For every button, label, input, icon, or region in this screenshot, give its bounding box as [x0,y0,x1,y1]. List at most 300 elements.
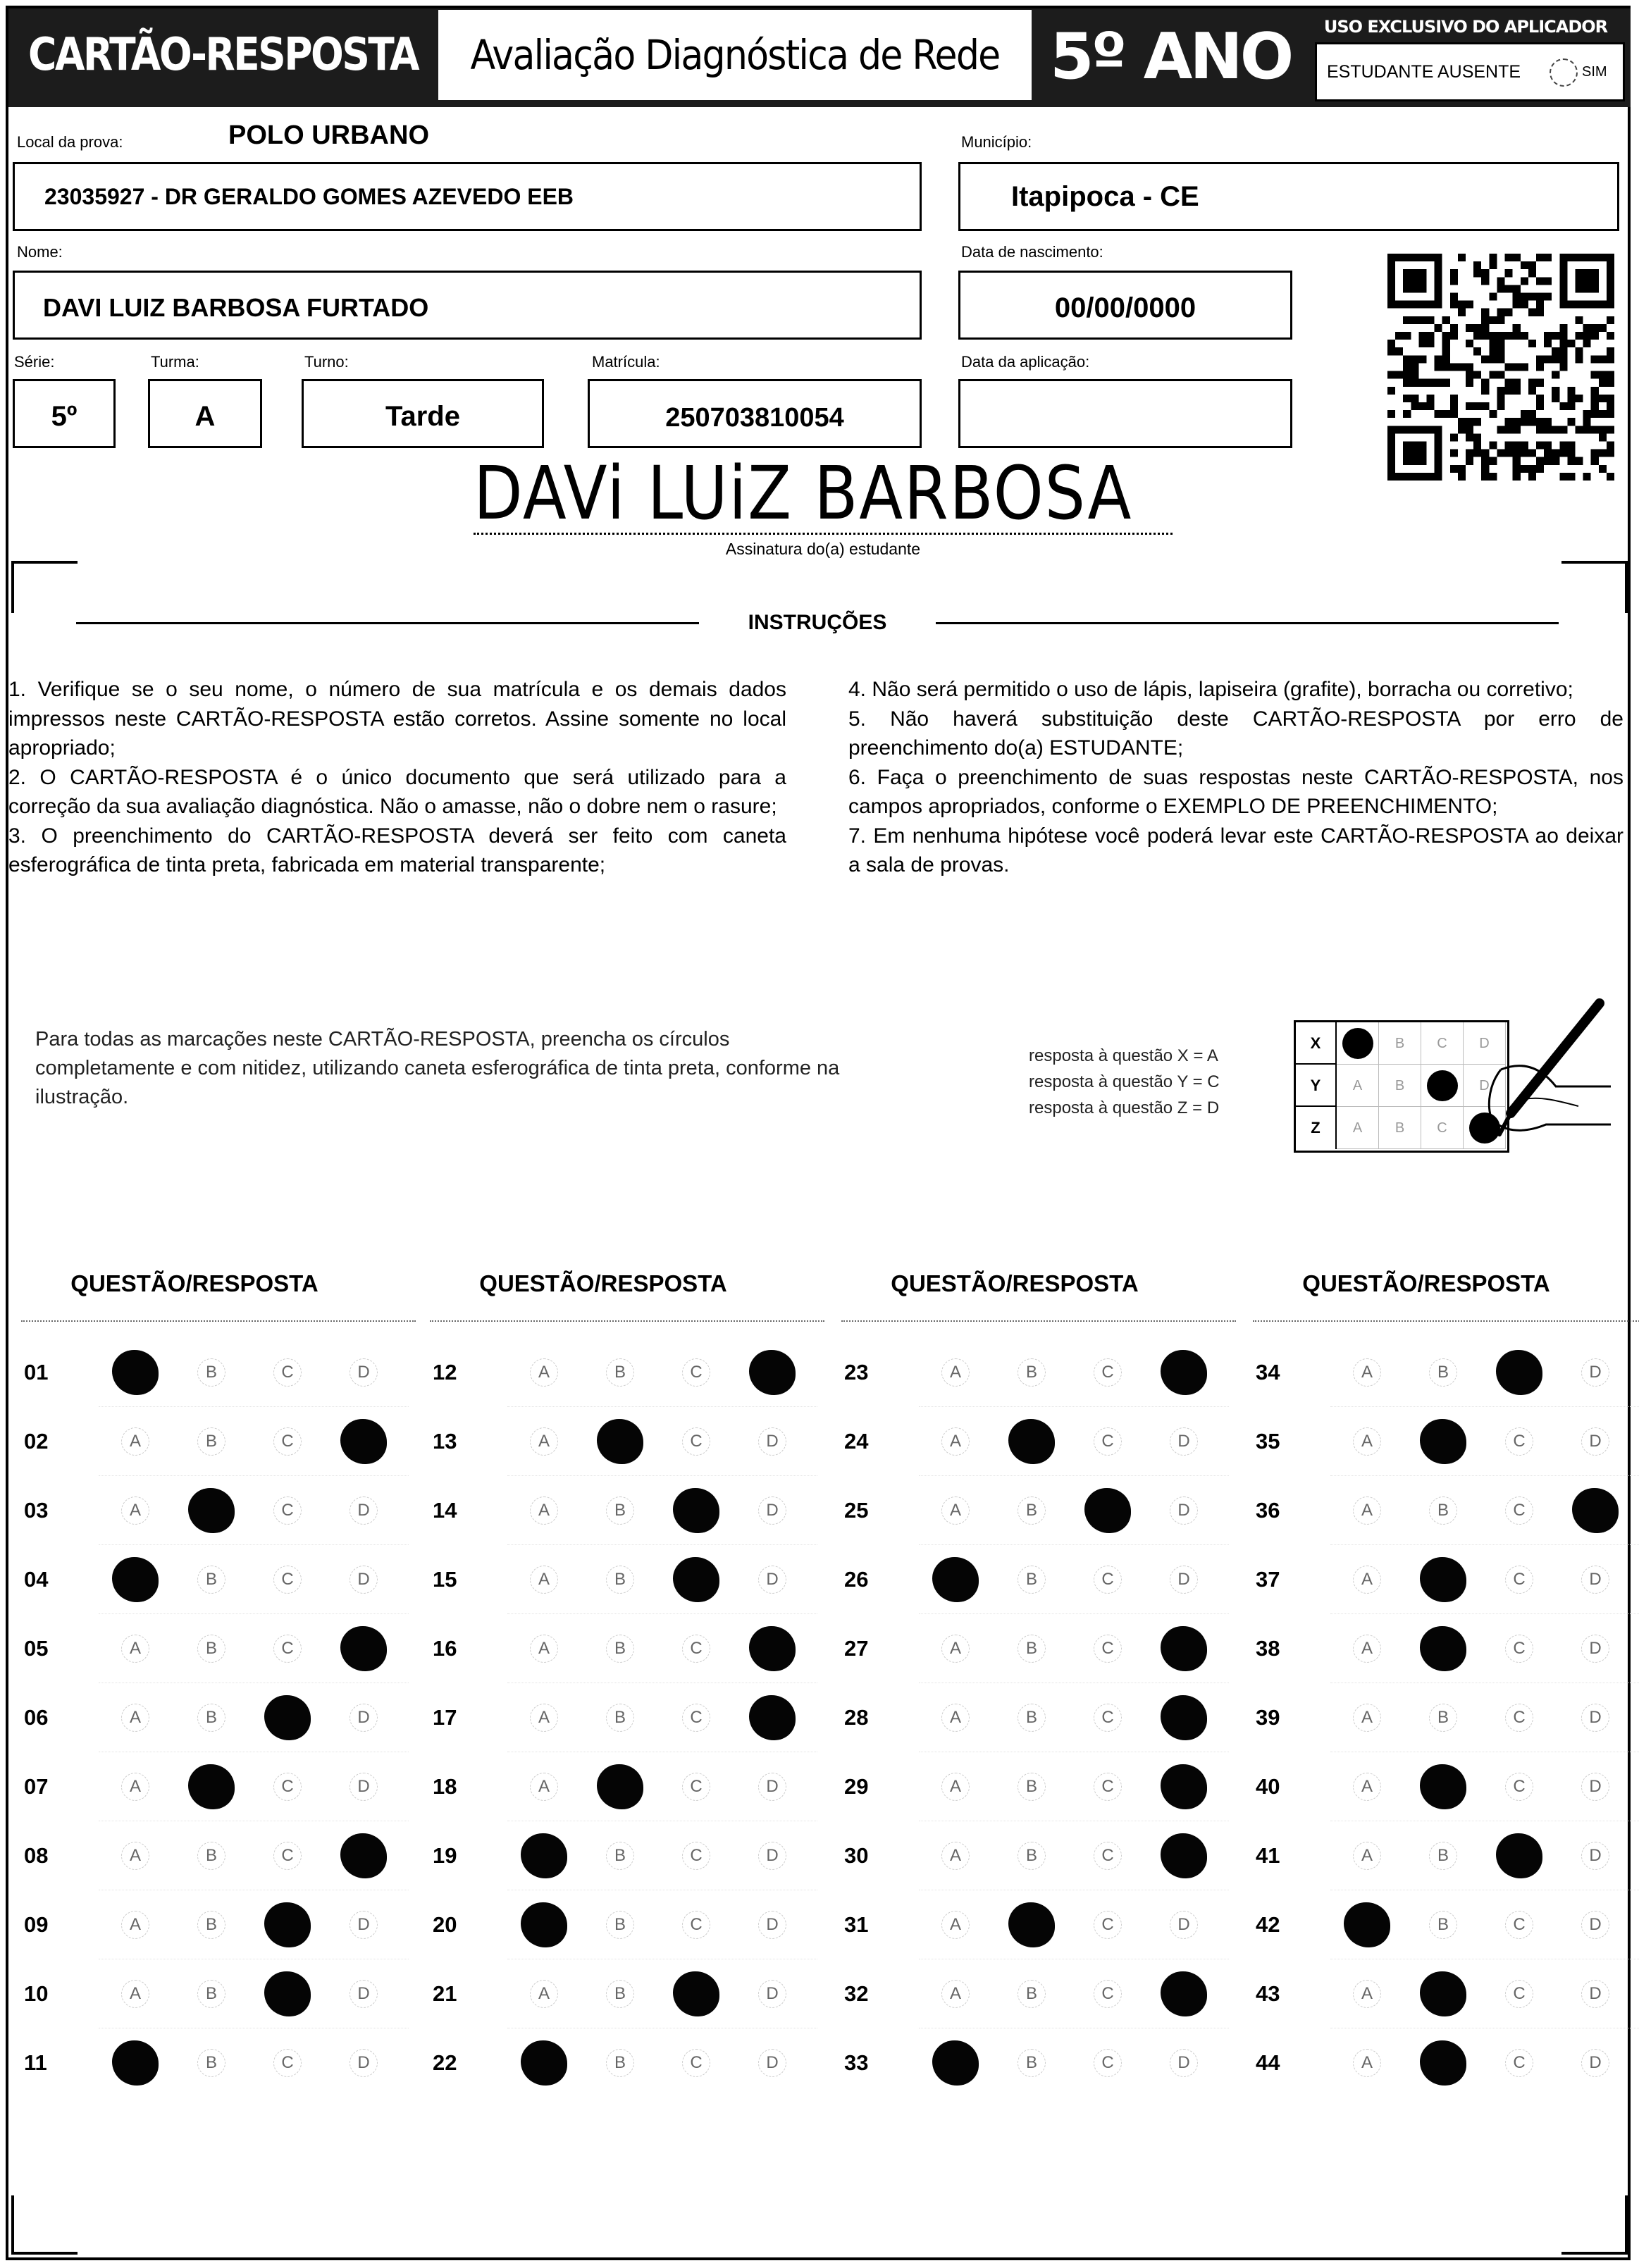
answer-bubble-c[interactable] [675,1351,717,1394]
answer-bubble-d[interactable] [342,1559,385,1601]
answer-bubble-b[interactable] [1010,1420,1053,1463]
answer-bubble-b[interactable] [1010,1973,1053,2015]
answer-bubble-c[interactable] [266,1559,309,1601]
question-number: 09 [24,1912,49,1937]
bubble-letter: C [690,2053,703,2072]
answer-bubble-a[interactable] [934,1351,977,1394]
bubble-letter: D [1589,1570,1602,1589]
question-number: 21 [433,1981,457,2006]
school-value: 23035927 - DR GERALDO GOMES AZEVEDO EEB [44,184,574,209]
answer-bubble-d[interactable] [751,1628,793,1670]
answer-bubble-d[interactable] [751,1766,793,1808]
example-cell-c [1421,1107,1464,1149]
answer-bubble-b[interactable] [599,2042,641,2084]
row-divider [507,1613,817,1614]
filled-mark [1420,1419,1466,1464]
answer-bubble-d[interactable] [1574,1973,1616,2015]
answer-bubble-b[interactable] [1422,1973,1464,2015]
filled-mark [749,1350,796,1395]
answer-bubble-c[interactable] [266,1904,309,1946]
answer-bubble-b[interactable] [1422,1420,1464,1463]
answer-bubble-b[interactable] [190,1697,233,1739]
example-cell-letter: A [1352,1120,1363,1136]
application-date-box[interactable] [958,379,1292,448]
answer-bubble-b[interactable] [1010,1697,1053,1739]
answer-bubble-c[interactable] [1498,1559,1540,1601]
answer-bubble-d[interactable] [1574,1559,1616,1601]
bubble-letter: A [1361,1846,1373,1865]
bubble-letter: B [205,1570,217,1589]
answer-bubble-c[interactable] [1087,1697,1129,1739]
answer-bubble-c[interactable] [1498,1351,1540,1394]
filled-mark [597,1419,643,1464]
answer-bubble-b[interactable] [1422,1697,1464,1739]
row-divider [99,1406,409,1407]
bubble-letter: B [1025,1777,1037,1796]
example-cell-letter: C [1437,1120,1447,1136]
answer-bubble-c[interactable] [675,1420,717,1463]
answer-bubble-c[interactable] [266,1697,309,1739]
bubble-letter: C [281,1501,294,1520]
answer-bubble-a[interactable] [1346,1835,1388,1877]
answer-bubble-a[interactable] [934,1559,977,1601]
bubble-letter: B [614,1639,626,1658]
answer-bubble-c[interactable] [1498,1420,1540,1463]
answer-bubble-a[interactable] [934,1420,977,1463]
filled-mark [264,1695,311,1740]
answer-bubble-b[interactable] [1422,1766,1464,1808]
bubble-letter: A [538,1639,550,1658]
example-cell-letter: A [1352,1078,1363,1093]
answer-bubble-c[interactable] [1498,1766,1540,1808]
answer-bubble-c[interactable] [675,1973,717,2015]
answer-bubble-a[interactable] [114,1973,156,2015]
answer-bubble-d[interactable] [1574,1697,1616,1739]
answer-bubble-c[interactable] [266,1766,309,1808]
answer-bubble-b[interactable] [1010,1628,1053,1670]
answer-bubble-d[interactable] [1163,1697,1205,1739]
answer-bubble-d[interactable] [1163,1835,1205,1877]
bubble-letter: D [766,1777,779,1796]
answer-bubble-b[interactable] [190,1559,233,1601]
answer-bubble-b[interactable] [599,1766,641,1808]
answer-bubble-c[interactable] [1087,1489,1129,1532]
question-number: 13 [433,1429,457,1454]
answer-bubble-b[interactable] [1010,2042,1053,2084]
instructions-rule-left [76,622,699,624]
answer-bubble-a[interactable] [114,1904,156,1946]
bubble-letter: B [205,1984,217,2003]
answer-bubble-a[interactable] [934,1628,977,1670]
answer-bubble-a[interactable] [523,1489,565,1532]
answer-bubble-d[interactable] [1163,1489,1205,1532]
answer-bubble-a[interactable] [523,1628,565,1670]
answer-bubble-b[interactable] [190,2042,233,2084]
example-row-key: X [1296,1022,1337,1065]
class-value: A [194,401,216,432]
question-number: 36 [1256,1498,1280,1523]
answer-bubble-c[interactable] [675,1489,717,1532]
answer-bubble-c[interactable] [1087,1628,1129,1670]
bubble-letter: B [614,1846,626,1865]
answer-bubble-d[interactable] [342,2042,385,2084]
row-divider [99,1544,409,1545]
answer-bubble-d[interactable] [1163,2042,1205,2084]
answer-bubble-d[interactable] [342,1904,385,1946]
name-box [13,271,922,340]
answer-bubble-a[interactable] [934,1973,977,2015]
question-number: 35 [1256,1429,1280,1454]
school-box [13,162,922,231]
answer-bubble-c[interactable] [266,1835,309,1877]
answer-bubble-d[interactable] [1163,1628,1205,1670]
answer-bubble-d[interactable] [342,1628,385,1670]
answer-bubble-d[interactable] [751,1489,793,1532]
birth-box [958,271,1292,340]
bubble-letter: A [1361,1777,1373,1796]
series-label: Série: [14,353,55,371]
absent-bubble[interactable] [1550,58,1578,87]
question-number: 40 [1256,1774,1280,1799]
filled-mark [1420,1971,1466,2016]
legend-y: resposta à questão Y = C [1029,1072,1220,1091]
answer-bubble-a[interactable] [114,1489,156,1532]
answer-bubble-d[interactable] [1574,1628,1616,1670]
bubble-letter: C [690,1777,703,1796]
answer-bubble-d[interactable] [1574,1489,1616,1532]
answer-bubble-d[interactable] [1163,1420,1205,1463]
answer-bubble-b[interactable] [1010,1351,1053,1394]
answer-bubble-d[interactable] [1574,1904,1616,1946]
answer-bubble-a[interactable] [114,1351,156,1394]
example-cell-b [1379,1022,1421,1065]
answer-bubble-d[interactable] [751,1559,793,1601]
bubble-letter: A [1361,1708,1373,1727]
filled-mark [1420,2040,1466,2086]
answer-bubble-d[interactable] [1163,1973,1205,2015]
bubble-letter: D [1177,1570,1190,1589]
answer-bubble-a[interactable] [114,2042,156,2084]
bubble-letter: C [690,1363,703,1382]
answer-bubble-b[interactable] [190,1420,233,1463]
answer-bubble-c[interactable] [266,1973,309,2015]
answer-bubble-b[interactable] [599,1489,641,1532]
bubble-letter: A [949,1777,961,1796]
answer-bubble-d[interactable] [342,1351,385,1394]
answer-bubble-c[interactable] [1087,1559,1129,1601]
local-label: Local da prova: [17,133,123,151]
answer-bubble-a[interactable] [523,1904,565,1946]
answer-bubble-a[interactable] [523,1973,565,2015]
answer-bubble-c[interactable] [1498,2042,1540,2084]
filled-mark [673,1488,719,1533]
answer-bubble-c[interactable] [266,1628,309,1670]
row-divider [1330,1406,1639,1407]
answer-bubble-b[interactable] [1422,1351,1464,1394]
answer-bubble-c[interactable] [675,1697,717,1739]
example-cell-a [1337,1107,1379,1149]
question-number: 37 [1256,1567,1280,1592]
answer-bubble-c[interactable] [1498,1904,1540,1946]
answer-bubble-a[interactable] [934,1489,977,1532]
question-number: 05 [24,1636,49,1661]
legend-x: resposta à questão X = A [1029,1046,1218,1065]
answer-bubble-b[interactable] [599,1628,641,1670]
filled-mark [188,1764,235,1809]
bubble-letter: A [129,1708,141,1727]
bubble-letter: C [1513,1915,1526,1934]
answer-bubble-d[interactable] [751,1973,793,2015]
answer-bubble-b[interactable] [599,1351,641,1394]
answer-bubble-a[interactable] [523,1559,565,1601]
answer-bubble-a[interactable] [1346,1766,1388,1808]
answer-bubble-d[interactable] [342,1766,385,1808]
answer-bubble-c[interactable] [1498,1628,1540,1670]
answer-bubble-a[interactable] [1346,1628,1388,1670]
answer-bubble-a[interactable] [1346,1351,1388,1394]
answer-bubble-b[interactable] [599,1835,641,1877]
example-row-key: Y [1296,1065,1337,1107]
answer-bubble-d[interactable] [751,2042,793,2084]
answer-bubble-a[interactable] [114,1766,156,1808]
instruction-5: 5. Não haverá substituição deste CARTÃO-RESPOSTA por erro de preenchimento do(a) ESTUDANTE; [848,707,1623,760]
answer-bubble-a[interactable] [114,1628,156,1670]
bubble-letter: B [1437,1363,1449,1382]
row-divider [919,1613,1229,1614]
question-number: 33 [844,2050,869,2075]
answer-bubble-b[interactable] [1010,1489,1053,1532]
class-box [148,379,262,448]
bubble-letter: B [205,1639,217,1658]
answer-bubble-a[interactable] [934,1835,977,1877]
answer-bubble-a[interactable] [114,1420,156,1463]
answer-bubble-b[interactable] [1422,1904,1464,1946]
answer-bubble-a[interactable] [523,1766,565,1808]
bubble-letter: A [949,1639,961,1658]
answer-bubble-b[interactable] [1422,1628,1464,1670]
answer-bubble-c[interactable] [1087,1420,1129,1463]
answer-bubble-b[interactable] [599,1697,641,1739]
answer-bubble-c[interactable] [1087,1973,1129,2015]
answer-bubble-b[interactable] [1422,1835,1464,1877]
answer-bubble-c[interactable] [1087,1766,1129,1808]
answer-bubble-a[interactable] [1346,1559,1388,1601]
bubble-letter: D [357,1915,370,1934]
answer-bubble-b[interactable] [1010,1559,1053,1601]
answer-bubble-b[interactable] [190,1904,233,1946]
answer-bubble-c[interactable] [675,1835,717,1877]
answer-bubble-a[interactable] [1346,1973,1388,2015]
bubble-letter: B [1025,1570,1037,1589]
bubble-letter: C [1101,1639,1114,1658]
answer-bubble-d[interactable] [1163,1904,1205,1946]
fill-example-legend [1029,1043,1297,1121]
answer-bubble-c[interactable] [266,1489,309,1532]
answer-bubble-b[interactable] [190,1835,233,1877]
bubble-letter: A [949,1501,961,1520]
filled-mark [521,1902,567,1947]
answer-bubble-b[interactable] [190,1628,233,1670]
answer-bubble-a[interactable] [934,2042,977,2084]
filled-mark [340,1626,387,1671]
answer-bubble-d[interactable] [751,1697,793,1739]
answer-bubble-b[interactable] [190,1489,233,1532]
bubble-letter: D [1589,1363,1602,1382]
answer-bubble-b[interactable] [1422,2042,1464,2084]
question-number: 19 [433,1843,457,1868]
question-number: 07 [24,1774,49,1799]
filled-mark [112,1350,159,1395]
answer-bubble-c[interactable] [1087,1351,1129,1394]
answer-bubble-a[interactable] [1346,1904,1388,1946]
bubble-letter: C [1101,1777,1114,1796]
bubble-letter: C [1101,1846,1114,1865]
instruction-6: 6. Faça o preenchimento de suas respostas neste CARTÃO-RESPOSTA, nos campos apropriados, conforme o EXEMPLO DE PREENCHIMENTO; [848,765,1623,818]
answer-bubble-d[interactable] [751,1835,793,1877]
answer-bubble-c[interactable] [675,1628,717,1670]
answer-bubble-c[interactable] [266,1351,309,1394]
bubble-letter: A [129,1639,141,1658]
question-number: 42 [1256,1912,1280,1937]
bubble-letter: C [1513,1639,1526,1658]
answer-bubble-a[interactable] [523,2042,565,2084]
shift-value: Tarde [385,401,460,432]
answer-bubble-d[interactable] [342,1420,385,1463]
bubble-letter: C [1101,1915,1114,1934]
filled-mark [1161,1626,1207,1671]
answer-bubble-c[interactable] [675,1766,717,1808]
filled-mark [749,1626,796,1671]
answer-bubble-b[interactable] [1010,1904,1053,1946]
bubble-letter: D [1589,1915,1602,1934]
answer-bubble-b[interactable] [599,1420,641,1463]
answer-bubble-c[interactable] [1087,1835,1129,1877]
answer-bubble-d[interactable] [342,1697,385,1739]
bubble-letter: B [1025,1639,1037,1658]
bubble-letter: A [129,1846,141,1865]
answer-bubble-a[interactable] [114,1835,156,1877]
row-divider [919,1544,1229,1545]
bubble-letter: A [129,1915,141,1934]
answer-bubble-a[interactable] [114,1559,156,1601]
answer-bubble-a[interactable] [523,1351,565,1394]
column-rule-2 [430,1320,824,1322]
corner-bottom-right [1561,2195,1628,2255]
answer-bubble-c[interactable] [266,2042,309,2084]
answer-bubble-d[interactable] [1574,1766,1616,1808]
answer-bubble-a[interactable] [523,1697,565,1739]
answer-bubble-a[interactable] [1346,1420,1388,1463]
answer-bubble-d[interactable] [751,1904,793,1946]
example-filled-dot [1427,1070,1458,1101]
bubble-letter: C [1101,1570,1114,1589]
answer-bubble-b[interactable] [1422,1559,1464,1601]
answer-bubble-d[interactable] [1574,2042,1616,2084]
answer-bubble-c[interactable] [675,1904,717,1946]
filled-mark [112,1557,159,1602]
answer-bubble-b[interactable] [599,1559,641,1601]
question-number: 20 [433,1912,457,1937]
answer-bubble-c[interactable] [675,2042,717,2084]
answer-bubble-c[interactable] [675,1559,717,1601]
bubble-letter: C [281,1777,294,1796]
filled-mark [1420,1557,1466,1602]
bubble-letter: D [766,1570,779,1589]
answer-bubble-d[interactable] [751,1351,793,1394]
answer-bubble-d[interactable] [1574,1420,1616,1463]
answer-bubble-b[interactable] [1010,1766,1053,1808]
answer-bubble-c[interactable] [266,1420,309,1463]
answer-bubble-a[interactable] [934,1904,977,1946]
absent-yes-label: SIM [1582,64,1607,80]
answer-bubble-a[interactable] [1346,2042,1388,2084]
bubble-letter: B [1025,1363,1037,1382]
answer-bubble-a[interactable] [114,1697,156,1739]
answer-bubble-b[interactable] [1422,1489,1464,1532]
answer-bubble-a[interactable] [934,1697,977,1739]
answer-bubble-c[interactable] [1498,1973,1540,2015]
answer-bubble-d[interactable] [1163,1351,1205,1394]
answer-bubble-a[interactable] [1346,1697,1388,1739]
shift-box [302,379,544,448]
bubble-letter: C [281,1432,294,1451]
example-cell-c [1421,1022,1464,1065]
question-number: 22 [433,2050,457,2075]
bubble-letter: B [614,1363,626,1382]
answer-bubble-c[interactable] [1087,1904,1129,1946]
answer-bubble-c[interactable] [1087,2042,1129,2084]
answer-bubble-b[interactable] [599,1904,641,1946]
answer-bubble-b[interactable] [190,1766,233,1808]
name-label: Nome: [17,243,63,261]
answer-bubble-b[interactable] [190,1351,233,1394]
answer-bubble-a[interactable] [523,1835,565,1877]
bubble-letter: A [949,1708,961,1727]
bubble-letter: D [766,2053,779,2072]
answer-bubble-b[interactable] [1010,1835,1053,1877]
bubble-letter: A [949,1846,961,1865]
series-box [13,379,116,448]
example-cell-letter: D [1479,1078,1490,1093]
answer-bubble-d[interactable] [342,1973,385,2015]
answer-bubble-d[interactable] [1574,1835,1616,1877]
answer-bubble-a[interactable] [934,1766,977,1808]
answer-bubble-b[interactable] [190,1973,233,2015]
answer-bubble-d[interactable] [1163,1766,1205,1808]
answer-bubble-d[interactable] [1163,1559,1205,1601]
row-divider [507,1475,817,1476]
answer-bubble-d[interactable] [751,1420,793,1463]
question-number: 23 [844,1360,869,1384]
answer-bubble-d[interactable] [342,1489,385,1532]
fill-instruction-note: Para todas as marcações neste CARTÃO-RESPOSTA, preencha os círculos completamente e com nitidez, utilizando caneta esferográfica de tinta preta, conforme na ilustração. [35,1028,840,1108]
answer-bubble-c[interactable] [1498,1489,1540,1532]
column-header-1: QUESTÃO/RESPOSTA [70,1270,318,1296]
answer-bubble-c[interactable] [1498,1835,1540,1877]
corner-bottom-left [11,2195,78,2255]
bubble-letter: D [1177,1915,1190,1934]
answer-bubble-b[interactable] [599,1973,641,2015]
answer-bubble-a[interactable] [523,1420,565,1463]
answer-bubble-c[interactable] [1498,1697,1540,1739]
filled-mark [1161,1350,1207,1395]
answer-bubble-d[interactable] [1574,1351,1616,1394]
bubble-letter: D [766,1846,779,1865]
answer-bubble-d[interactable] [342,1835,385,1877]
answer-bubble-a[interactable] [1346,1489,1388,1532]
bubble-letter: A [129,1501,141,1520]
question-number: 32 [844,1981,869,2006]
